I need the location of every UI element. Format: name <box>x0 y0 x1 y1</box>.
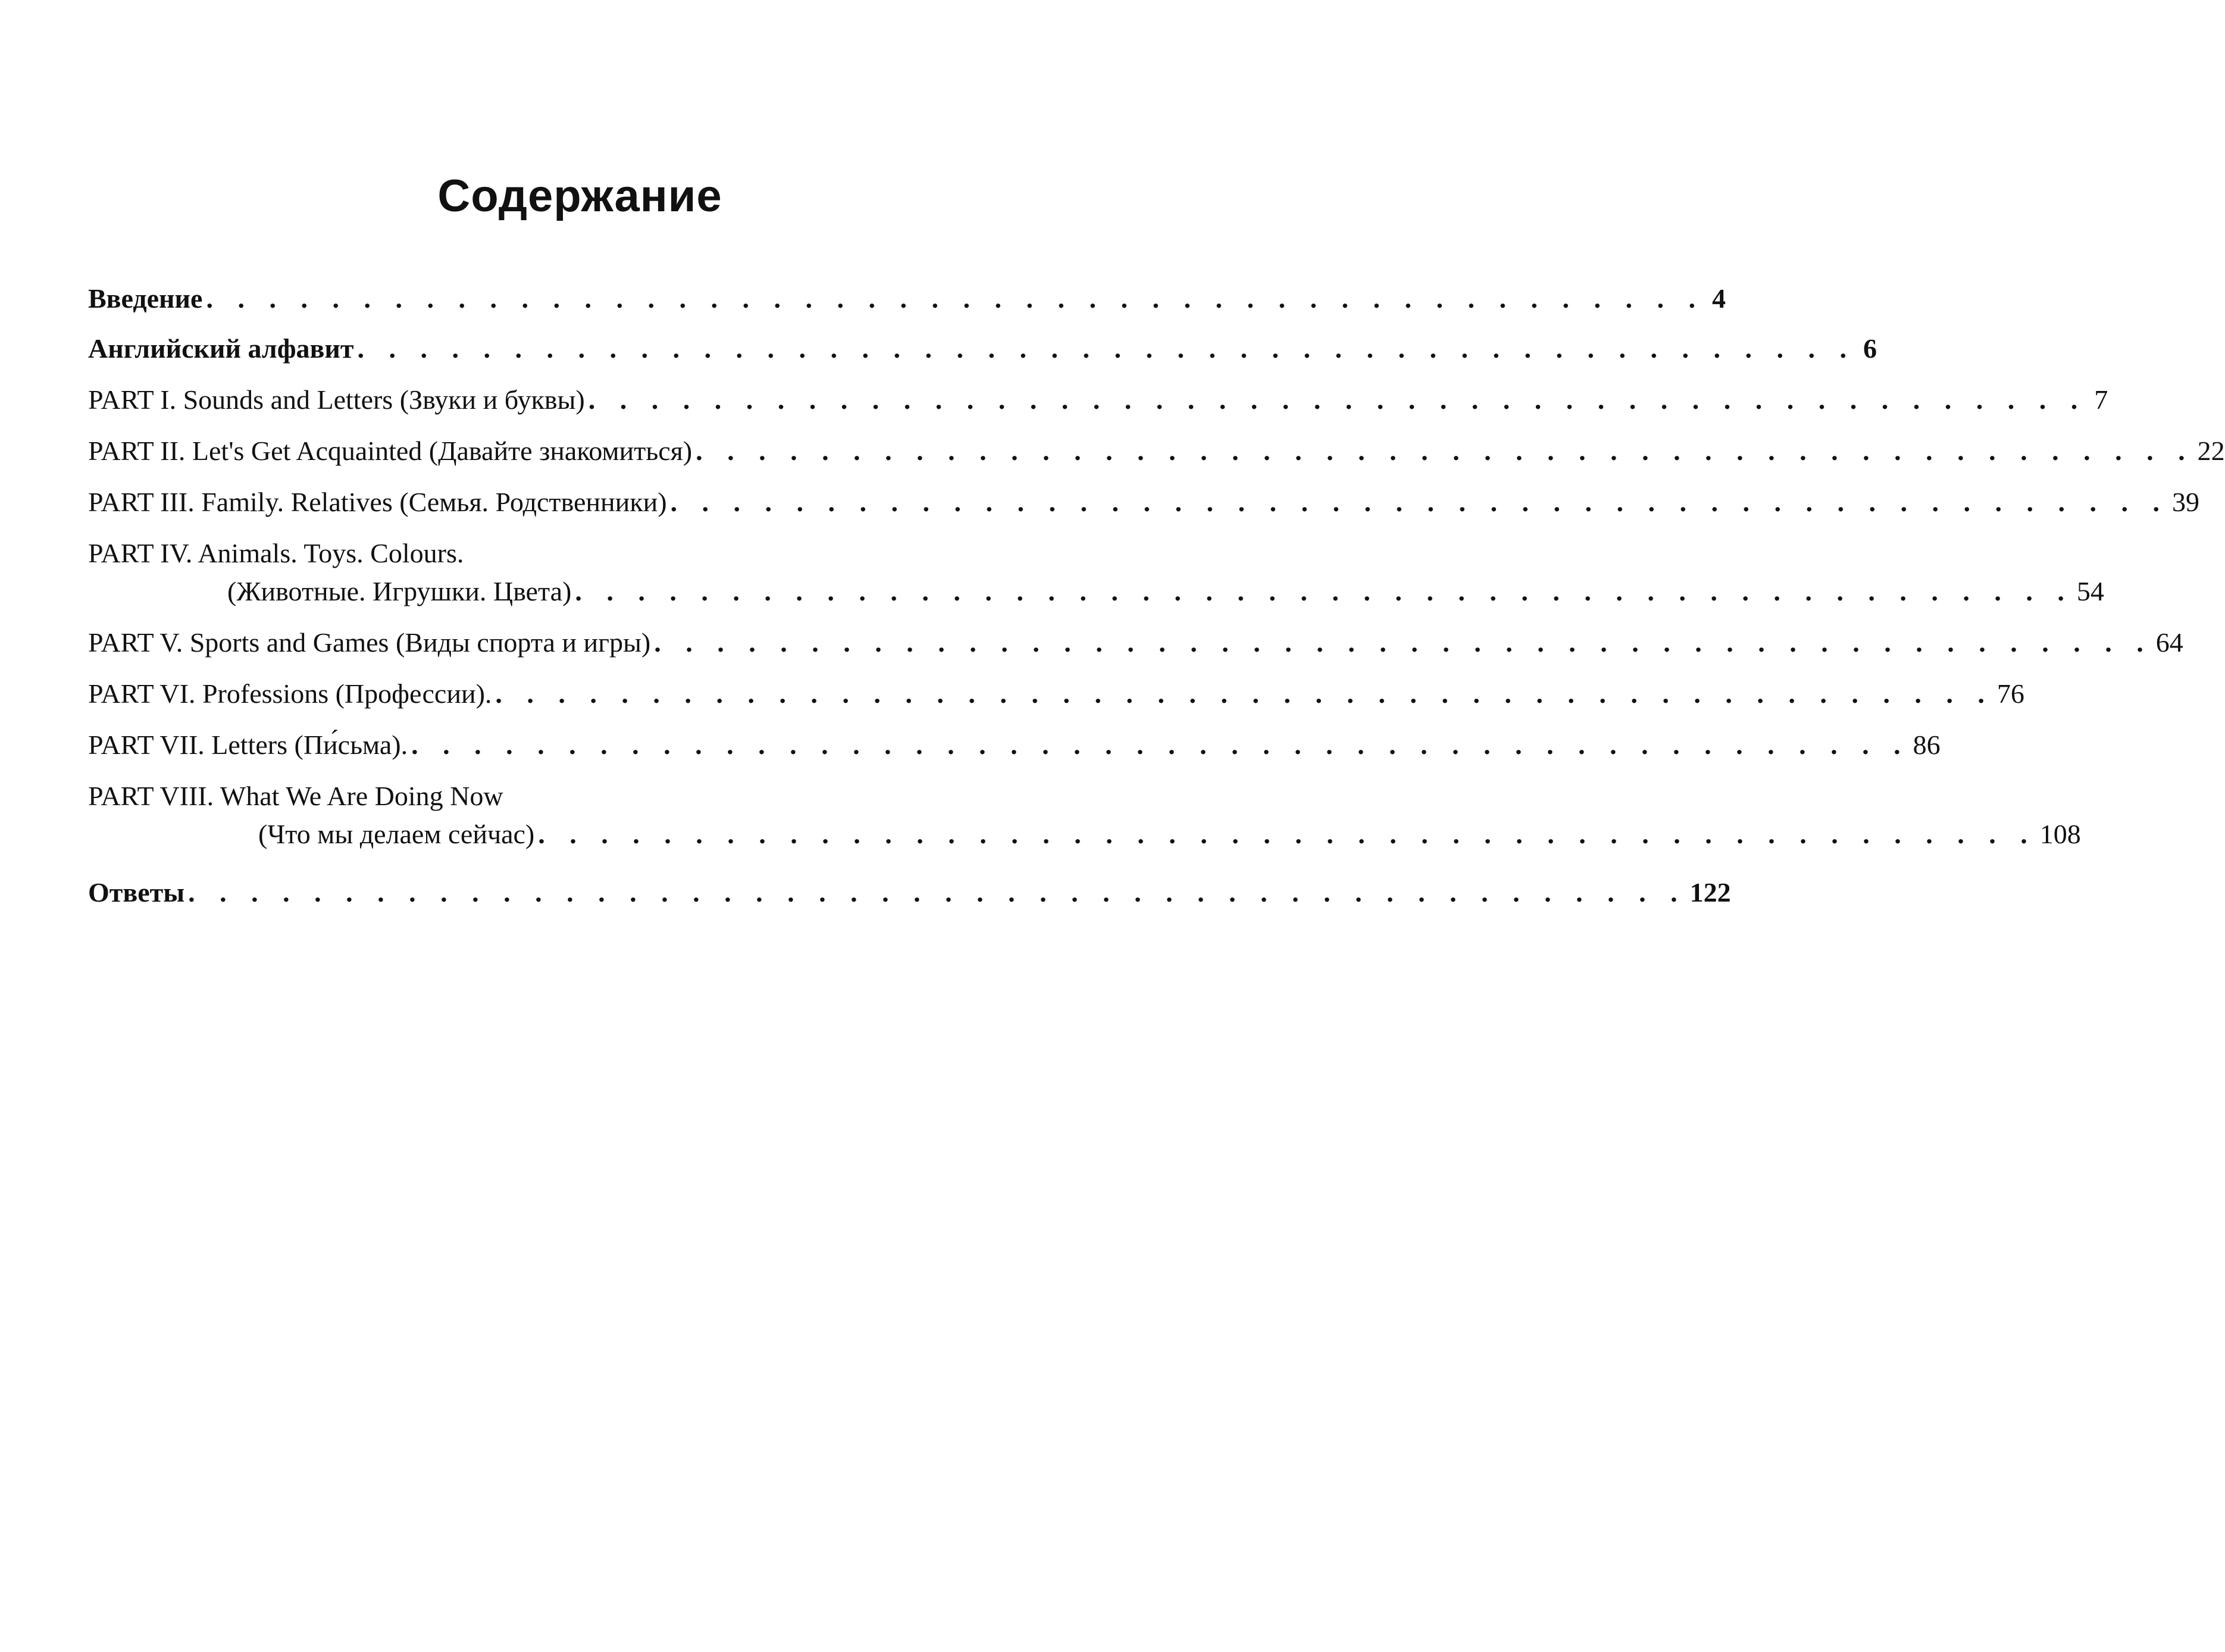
toc-entry-page: 22 <box>2197 436 2225 466</box>
toc-entry-page: 7 <box>2094 384 2108 415</box>
toc-entry-page: 6 <box>1863 333 1877 364</box>
toc-entry-title: PART V. Sports and Games (Виды спорта и игры) <box>88 627 651 658</box>
toc-entry-page: 108 <box>2039 819 2081 849</box>
toc-entry-title: Ответы <box>88 877 185 908</box>
dot-leader: . . . . . . . . . . . . . . . . . . . . . . . . . . . . . . . . . . . . . . . . . . . . . . . . <box>357 333 1856 364</box>
toc-entry-title: PART VIII. What We Are Doing Now <box>88 781 503 811</box>
toc-entry-page: 4 <box>1711 283 1726 314</box>
toc-entry-title: PART I. Sounds and Letters (Звуки и буквы) <box>88 384 585 415</box>
dot-leader: . . . . . . . . . . . . . . . . . . . . . . . . . . . . . . . . . . . . . . . . . . . . . . . . <box>538 819 2036 849</box>
toc-entry-page: 122 <box>1689 877 1731 908</box>
toc-entry-title: PART III. Family. Relatives (Семья. Родственники) <box>88 487 667 517</box>
toc-entry-page: 64 <box>2155 627 2183 658</box>
toc-entry-title: PART VI. Professions (Профессии). <box>88 678 492 709</box>
toc-entry-part-4[interactable] <box>88 534 2104 611</box>
dot-leader: . . . . . . . . . . . . . . . . . . . . . . . . . . . . . . . . . . . . . . . . . . . . . . . . <box>696 436 2194 466</box>
dot-leader: . . . . . . . . . . . . . . . . . . . . . . . . . . . . . . . . . . . . . . . . . . . . . . . . <box>188 877 1686 908</box>
dot-leader: . . . . . . . . . . . . . . . . . . . . . . . . . . . . . . . . . . . . . . . . . . . . . . . . <box>206 283 1704 314</box>
toc-entry-title: Английский алфавит <box>88 333 354 364</box>
toc-entry-title: PART II. Let's Get Acquainted (Давайте знакомиться) <box>88 436 693 466</box>
toc-entry-page: 76 <box>1996 678 2024 709</box>
toc-entry-page: 54 <box>2076 576 2104 606</box>
toc-entry-part-5[interactable] <box>88 624 2183 662</box>
toc-entry-part-3[interactable] <box>88 483 2200 521</box>
toc-entry-title: PART IV. Animals. Toys. Colours. <box>88 538 464 568</box>
toc-entry-continuation: (Что мы делаем сейчас) <box>258 819 535 849</box>
dot-leader: . . . . . . . . . . . . . . . . . . . . . . . . . . . . . . . . . . . . . . . . . . . . . . . . <box>411 730 1910 760</box>
toc-entry-answers[interactable] <box>88 874 1731 912</box>
dot-leader: . . . . . . . . . . . . . . . . . . . . . . . . . . . . . . . . . . . . . . . . . . . . . . . . <box>495 678 1994 709</box>
page-title: Содержание <box>437 171 722 221</box>
toc-entry-title: PART VII. Letters (Пи́сьма). <box>88 730 408 760</box>
toc-entry-title: Введение <box>88 283 203 314</box>
toc-entry-introduction[interactable] <box>88 280 1726 318</box>
toc-entry-page: 86 <box>1913 730 1941 760</box>
dot-leader: . . . . . . . . . . . . . . . . . . . . . . . . . . . . . . . . . . . . . . . . . . . . . . . . <box>654 627 2152 658</box>
toc-entry-part-2[interactable] <box>88 432 2225 470</box>
dot-leader: . . . . . . . . . . . . . . . . . . . . . . . . . . . . . . . . . . . . . . . . . . . . . . . . <box>575 576 2073 606</box>
toc-entry-page: 39 <box>2172 487 2200 517</box>
toc-entry-part-7[interactable] <box>88 726 1941 764</box>
toc-entry-part-6[interactable] <box>88 675 2024 713</box>
dot-leader: . . . . . . . . . . . . . . . . . . . . . . . . . . . . . . . . . . . . . . . . . . . . . . . . <box>670 487 2169 517</box>
toc-entry-alphabet[interactable] <box>88 330 1877 368</box>
toc-entry-continuation: (Животные. Игрушки. Цвета) <box>227 576 572 606</box>
dot-leader: . . . . . . . . . . . . . . . . . . . . . . . . . . . . . . . . . . . . . . . . . . . . . . . . <box>588 384 2087 415</box>
toc-entry-part-8[interactable] <box>88 777 2081 853</box>
toc-entry-part-1[interactable] <box>88 381 2108 419</box>
